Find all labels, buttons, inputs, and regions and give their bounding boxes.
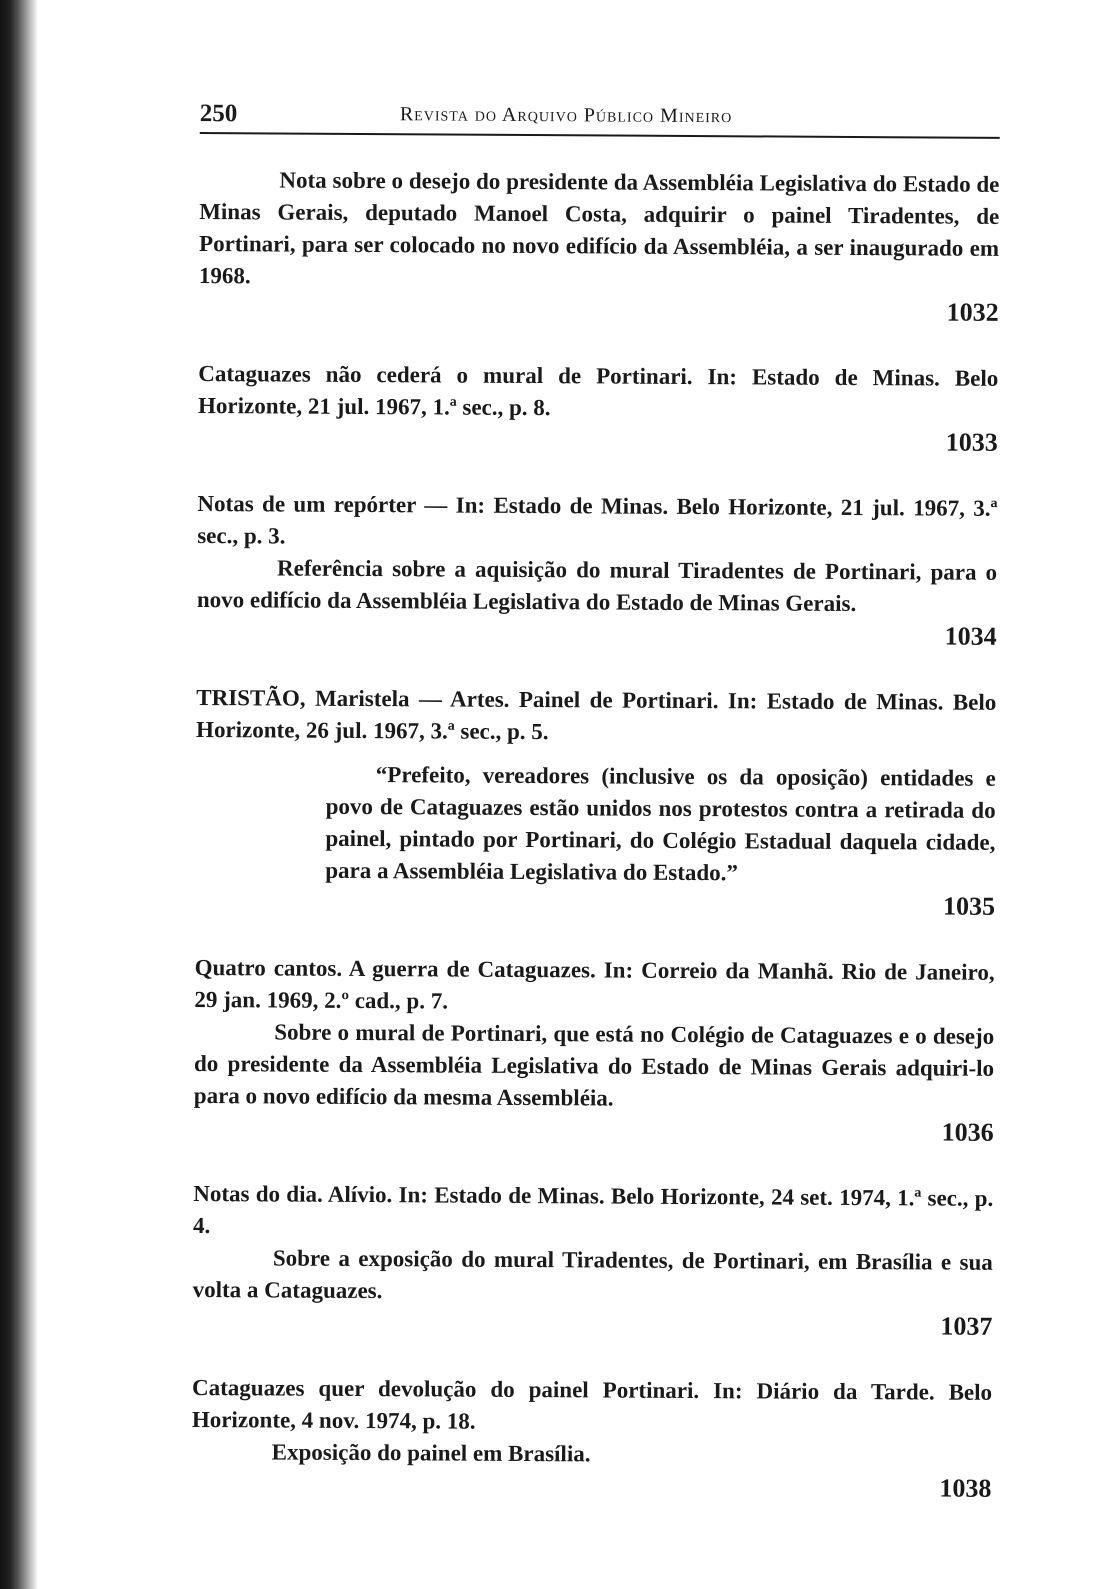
- entry-note: Referência sobre a aquisição do mural Tiradentes de Portinari, para o novo edifício da Assembléia Legislativa do Estado de Minas Gerais.: [196, 555, 998, 617]
- entry-note: Sobre o mural de Portinari, que está no Colégio de Cataguazes e o desejo do presidente da Assembléia Legislativa do Estado de Minas Gerais adquiri-lo para o novo edifício da mesma Assembléia.: [193, 1019, 995, 1111]
- entry-citation: Cataguazes não cederá o mural de Portinari. In: Estado de Minas. Belo Horizonte, 21 jul. 1967, 1.ª sec., p. 8.: [197, 360, 999, 421]
- entry-citation: Notas de um repórter — In: Estado de Minas. Belo Horizonte, 21 jul. 1967, 3.ª sec., p. 3.: [197, 490, 998, 549]
- bibliography-entry-1034: [197, 488, 998, 653]
- entry-citation: Cataguazes quer devolução do painel Portinari. In: Diário da Tarde. Belo Horizonte, 4 nov. 1974, p. 18.: [191, 1374, 993, 1434]
- bibliography-entries: [191, 164, 999, 1505]
- entry-citation: TRISTÃO, Maristela — Artes. Painel de Portinari. In: Estado de Minas. Belo Horizonte, 26 jul. 1967, 3.ª sec., p. 5.: [196, 684, 997, 745]
- bibliography-entry-1033: [198, 358, 999, 459]
- book-spine-shadow: [0, 0, 38, 1589]
- entry-quote: “Prefeito, vereadores (inclusive os da oposição) entidades e povo de Cataguazes estão unidos nos protestos contra a retirada do painel, pintado por Portinari, do Colégio Estadual daquela cidade, para a Assembléia Legislativa do Estado.”: [325, 762, 996, 886]
- running-title: Revista do Arquivo Público Mineiro: [399, 103, 733, 128]
- entry-note: Exposição do painel em Brasília.: [271, 1439, 591, 1467]
- bibliography-entry-1036: [194, 952, 995, 1149]
- page-number: 250: [199, 99, 238, 128]
- bibliography-entry-1037: [192, 1178, 993, 1343]
- entry-citation: Quatro cantos. A guerra de Cataguazes. In: Correio da Manhã. Rio de Janeiro, 29 jan. 1969, 2.º cad., p. 7.: [194, 954, 995, 1014]
- bibliography-entry-1035: [195, 682, 996, 923]
- bibliography-entry-1032: [199, 164, 1000, 329]
- entry-citation: Notas do dia. Alívio. In: Estado de Minas. Belo Horizonte, 24 set. 1974, 1.ª sec., p. 4.: [192, 1180, 994, 1239]
- bibliography-entry-1038: [191, 1372, 992, 1505]
- entry-number: 1032: [946, 297, 999, 327]
- entry-note: Nota sobre o desejo do presidente da Assembléia Legislativa do Estado de Minas Gerais, deputado Manoel Costa, adquirir o painel Tiradentes, de Portinari, para ser colocado no novo edifício da Assembléia, a ser inaugurado em 1968.: [198, 167, 1000, 289]
- page-header: [200, 90, 1000, 139]
- entry-number: 1034: [944, 621, 997, 651]
- entry-number: 1033: [945, 427, 998, 457]
- document-page: [191, 90, 1000, 1585]
- entry-number: 1038: [939, 1473, 992, 1503]
- entry-number: 1036: [941, 1117, 994, 1147]
- entry-note: Sobre a exposição do mural Tiradentes, de Portinari, em Brasília e sua volta a Cataguazes.: [192, 1245, 993, 1304]
- entry-number: 1035: [942, 891, 996, 921]
- entry-number: 1037: [940, 1311, 993, 1341]
